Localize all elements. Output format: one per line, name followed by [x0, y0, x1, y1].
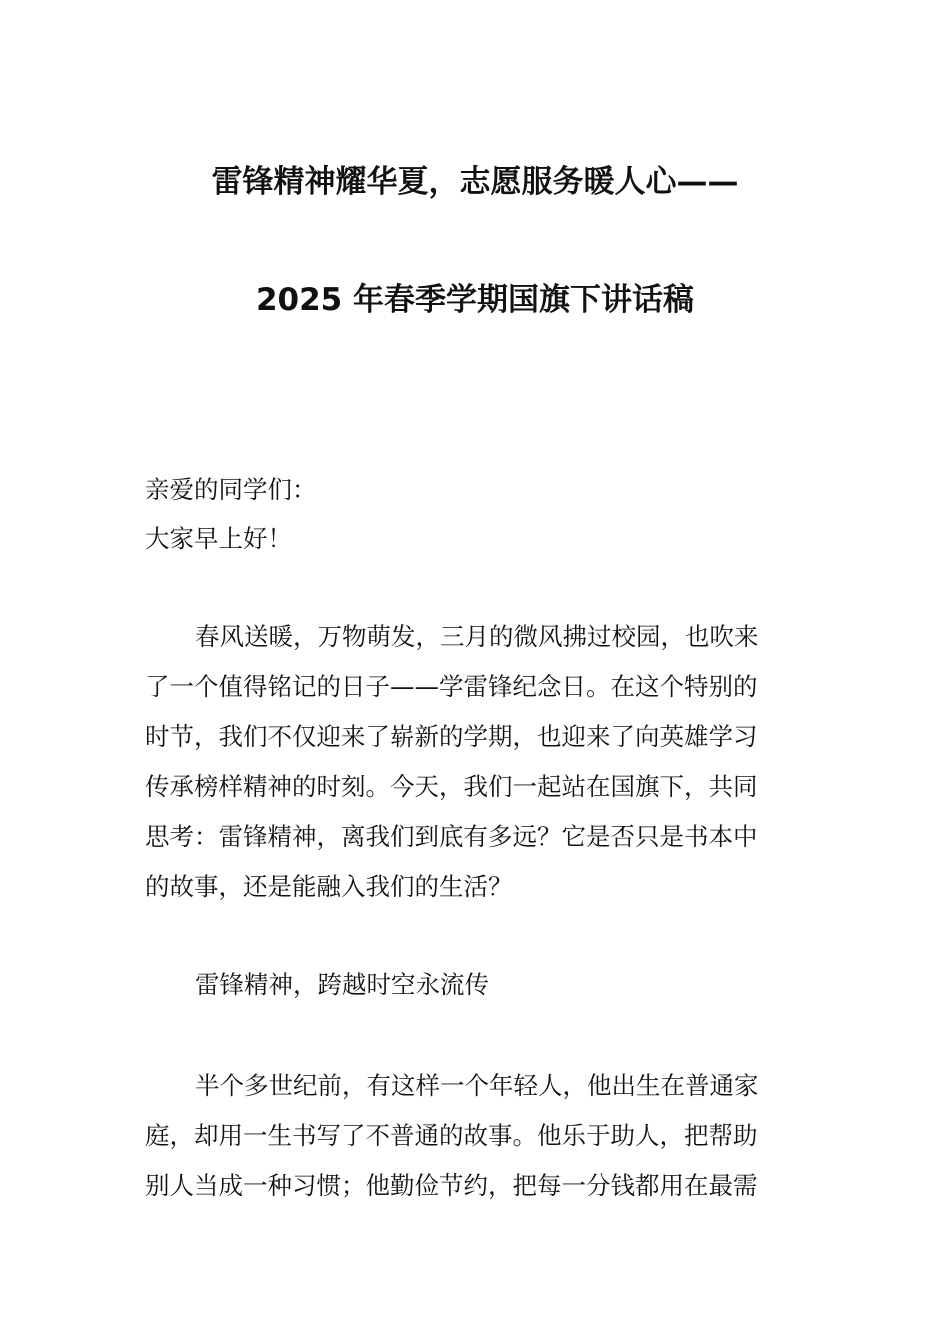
paragraph-line: 别人当成一种习惯；他勤俭节约，把每一分钱都用在最需	[145, 1171, 758, 1200]
title-line-2: 2025 年春季学期国旗下讲话稿	[255, 282, 695, 318]
paragraph-line: 思考：雷锋精神，离我们到底有多远？它是否只是书本中	[145, 822, 758, 851]
paragraph-line: 了一个值得铭记的日子——学雷锋纪念日。在这个特别的	[145, 672, 758, 701]
paragraph-line: 传承榜样精神的时刻。今天，我们一起站在国旗下，共同	[145, 772, 758, 801]
section-heading: 雷锋精神，跨越时空永流传	[195, 970, 489, 999]
paragraph-line: 春风送暖，万物萌发，三月的微风拂过校园，也吹来	[195, 622, 759, 651]
paragraph-line: 半个多世纪前，有这样一个年轻人，他出生在普通家	[195, 1071, 759, 1100]
paragraph-line: 庭，却用一生书写了不普通的故事。他乐于助人，把帮助	[145, 1121, 758, 1150]
greeting: 亲爱的同学们：	[145, 475, 317, 504]
paragraph-line: 时节，我们不仅迎来了崭新的学期，也迎来了向英雄学习	[145, 722, 758, 751]
morning-greeting: 大家早上好！	[145, 524, 292, 553]
title-line-1: 雷锋精神耀华夏，志愿服务暖人心——	[211, 164, 739, 200]
paragraph-line: 的故事，还是能融入我们的生活？	[145, 872, 513, 901]
